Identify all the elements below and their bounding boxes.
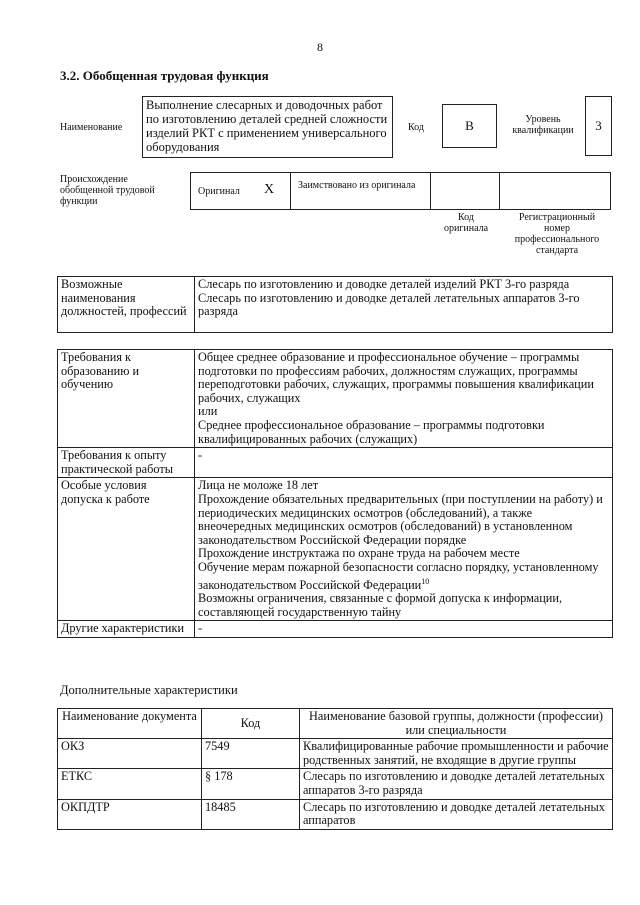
table-row	[58, 277, 613, 333]
additional-table	[57, 708, 613, 830]
list-item: Прохождение обязательных предварительных (при поступлении на работу) и периодических медицинских осмотров (обследований), а также внеочередных медицинских осмотров (обследований) в установленном законодательством Российской Федерации порядке	[198, 491, 603, 547]
cell-document: ЕТКС	[58, 769, 202, 799]
list-item: Среднее профессиональное образование – программы подготовки квалифицированных рабочих (служащих)	[198, 417, 545, 446]
original-label: Оригинал	[198, 186, 240, 197]
list-item: Лица не моложе 18 лет	[198, 478, 319, 493]
cell-group: Слесарь по изготовлению и доводке деталей летательных аппаратов 3-го разряда	[300, 769, 613, 799]
list-item: Возможны ограничения, связанные с формой допуска к информации, составляющей государственную тайну	[198, 591, 563, 619]
table-row	[58, 621, 613, 638]
table-row	[58, 448, 613, 478]
page-number: 8	[317, 40, 323, 54]
header-document: Наименование документа	[58, 709, 202, 739]
origin-label: Происхождение обобщенной трудовой функции	[60, 174, 155, 207]
table-row	[58, 799, 613, 829]
education-label: Требования к образованию и обучению	[58, 350, 195, 448]
conditions-label: Особые условия допуска к работе	[58, 478, 195, 621]
list-item: Общее среднее образование и профессиональное обучение – программы подготовки по профессиям рабочих, должностям служащих, программы переподготовки рабочих, служащих, программы повышения квалификации рабочих, служащих	[198, 350, 594, 405]
level-label: Уровень квалификации	[512, 114, 574, 136]
table-row	[58, 350, 613, 448]
cell-group: Квалифицированные рабочие промышленности и рабочие родственных занятий, не входящие в другие группы	[300, 739, 613, 769]
list-item: Слесарь по изготовлению и доводке деталей летательных аппаратов 3-го разряда	[198, 290, 580, 319]
requirements-table	[57, 349, 613, 638]
table-row	[58, 709, 613, 739]
cell-group: Слесарь по изготовлению и доводке деталей летательных аппаратов	[300, 799, 613, 829]
cell-document: ОКЗ	[58, 739, 202, 769]
other-label: Другие характеристики	[58, 621, 195, 638]
code-value: B	[442, 104, 497, 148]
section-title: 3.2. Обобщенная трудовая функция	[60, 68, 269, 83]
code-caption: Код оригинала	[443, 212, 489, 234]
experience-label: Требования к опыту практической работы	[58, 448, 195, 478]
header-code: Код	[202, 709, 300, 739]
table-row	[58, 739, 613, 769]
footnote-ref: 10	[421, 576, 430, 586]
cell-code: § 178	[202, 769, 300, 799]
list-item: Прохождение инструктажа по охране труда на рабочем месте	[198, 546, 520, 561]
borrowed-label: Заимствовано из оригинала	[298, 180, 416, 191]
positions-values	[195, 277, 613, 333]
name-label: Наименование	[60, 122, 123, 133]
level-value: 3	[585, 96, 612, 156]
other-value: -	[195, 621, 613, 638]
cell-code: 7549	[202, 739, 300, 769]
list-item: Слесарь по изготовлению и доводке деталей изделий РКТ 3-го разряда	[198, 277, 570, 291]
additional-title: Дополнительные характеристики	[60, 683, 238, 697]
table-row	[58, 769, 613, 799]
cell-document: ОКПДТР	[58, 799, 202, 829]
conditions-values	[195, 478, 613, 621]
list-item: Обучение мерам пожарной безопасности согласно порядку, установленному законодательством Российской Федерации$^{10}$	[198, 559, 599, 592]
positions-label: Возможные наименования должностей, профессий	[58, 277, 195, 333]
education-values	[195, 350, 613, 448]
experience-value: -	[195, 448, 613, 478]
original-mark: X	[264, 182, 275, 197]
code-label: Код	[408, 122, 424, 133]
function-name-box	[142, 96, 393, 158]
reg-caption: Регистрационный номер профессионального стандарта	[514, 212, 600, 256]
function-name: Выполнение слесарных и доводочных работ по изготовлению деталей средней сложности изделий РКТ с применением универсального оборудования	[146, 98, 388, 154]
cell-code: 18485	[202, 799, 300, 829]
header-group: Наименование базовой группы, должности (профессии) или специальности	[300, 709, 613, 739]
list-item: или	[198, 404, 218, 419]
table-row	[58, 478, 613, 621]
positions-table	[57, 276, 613, 333]
